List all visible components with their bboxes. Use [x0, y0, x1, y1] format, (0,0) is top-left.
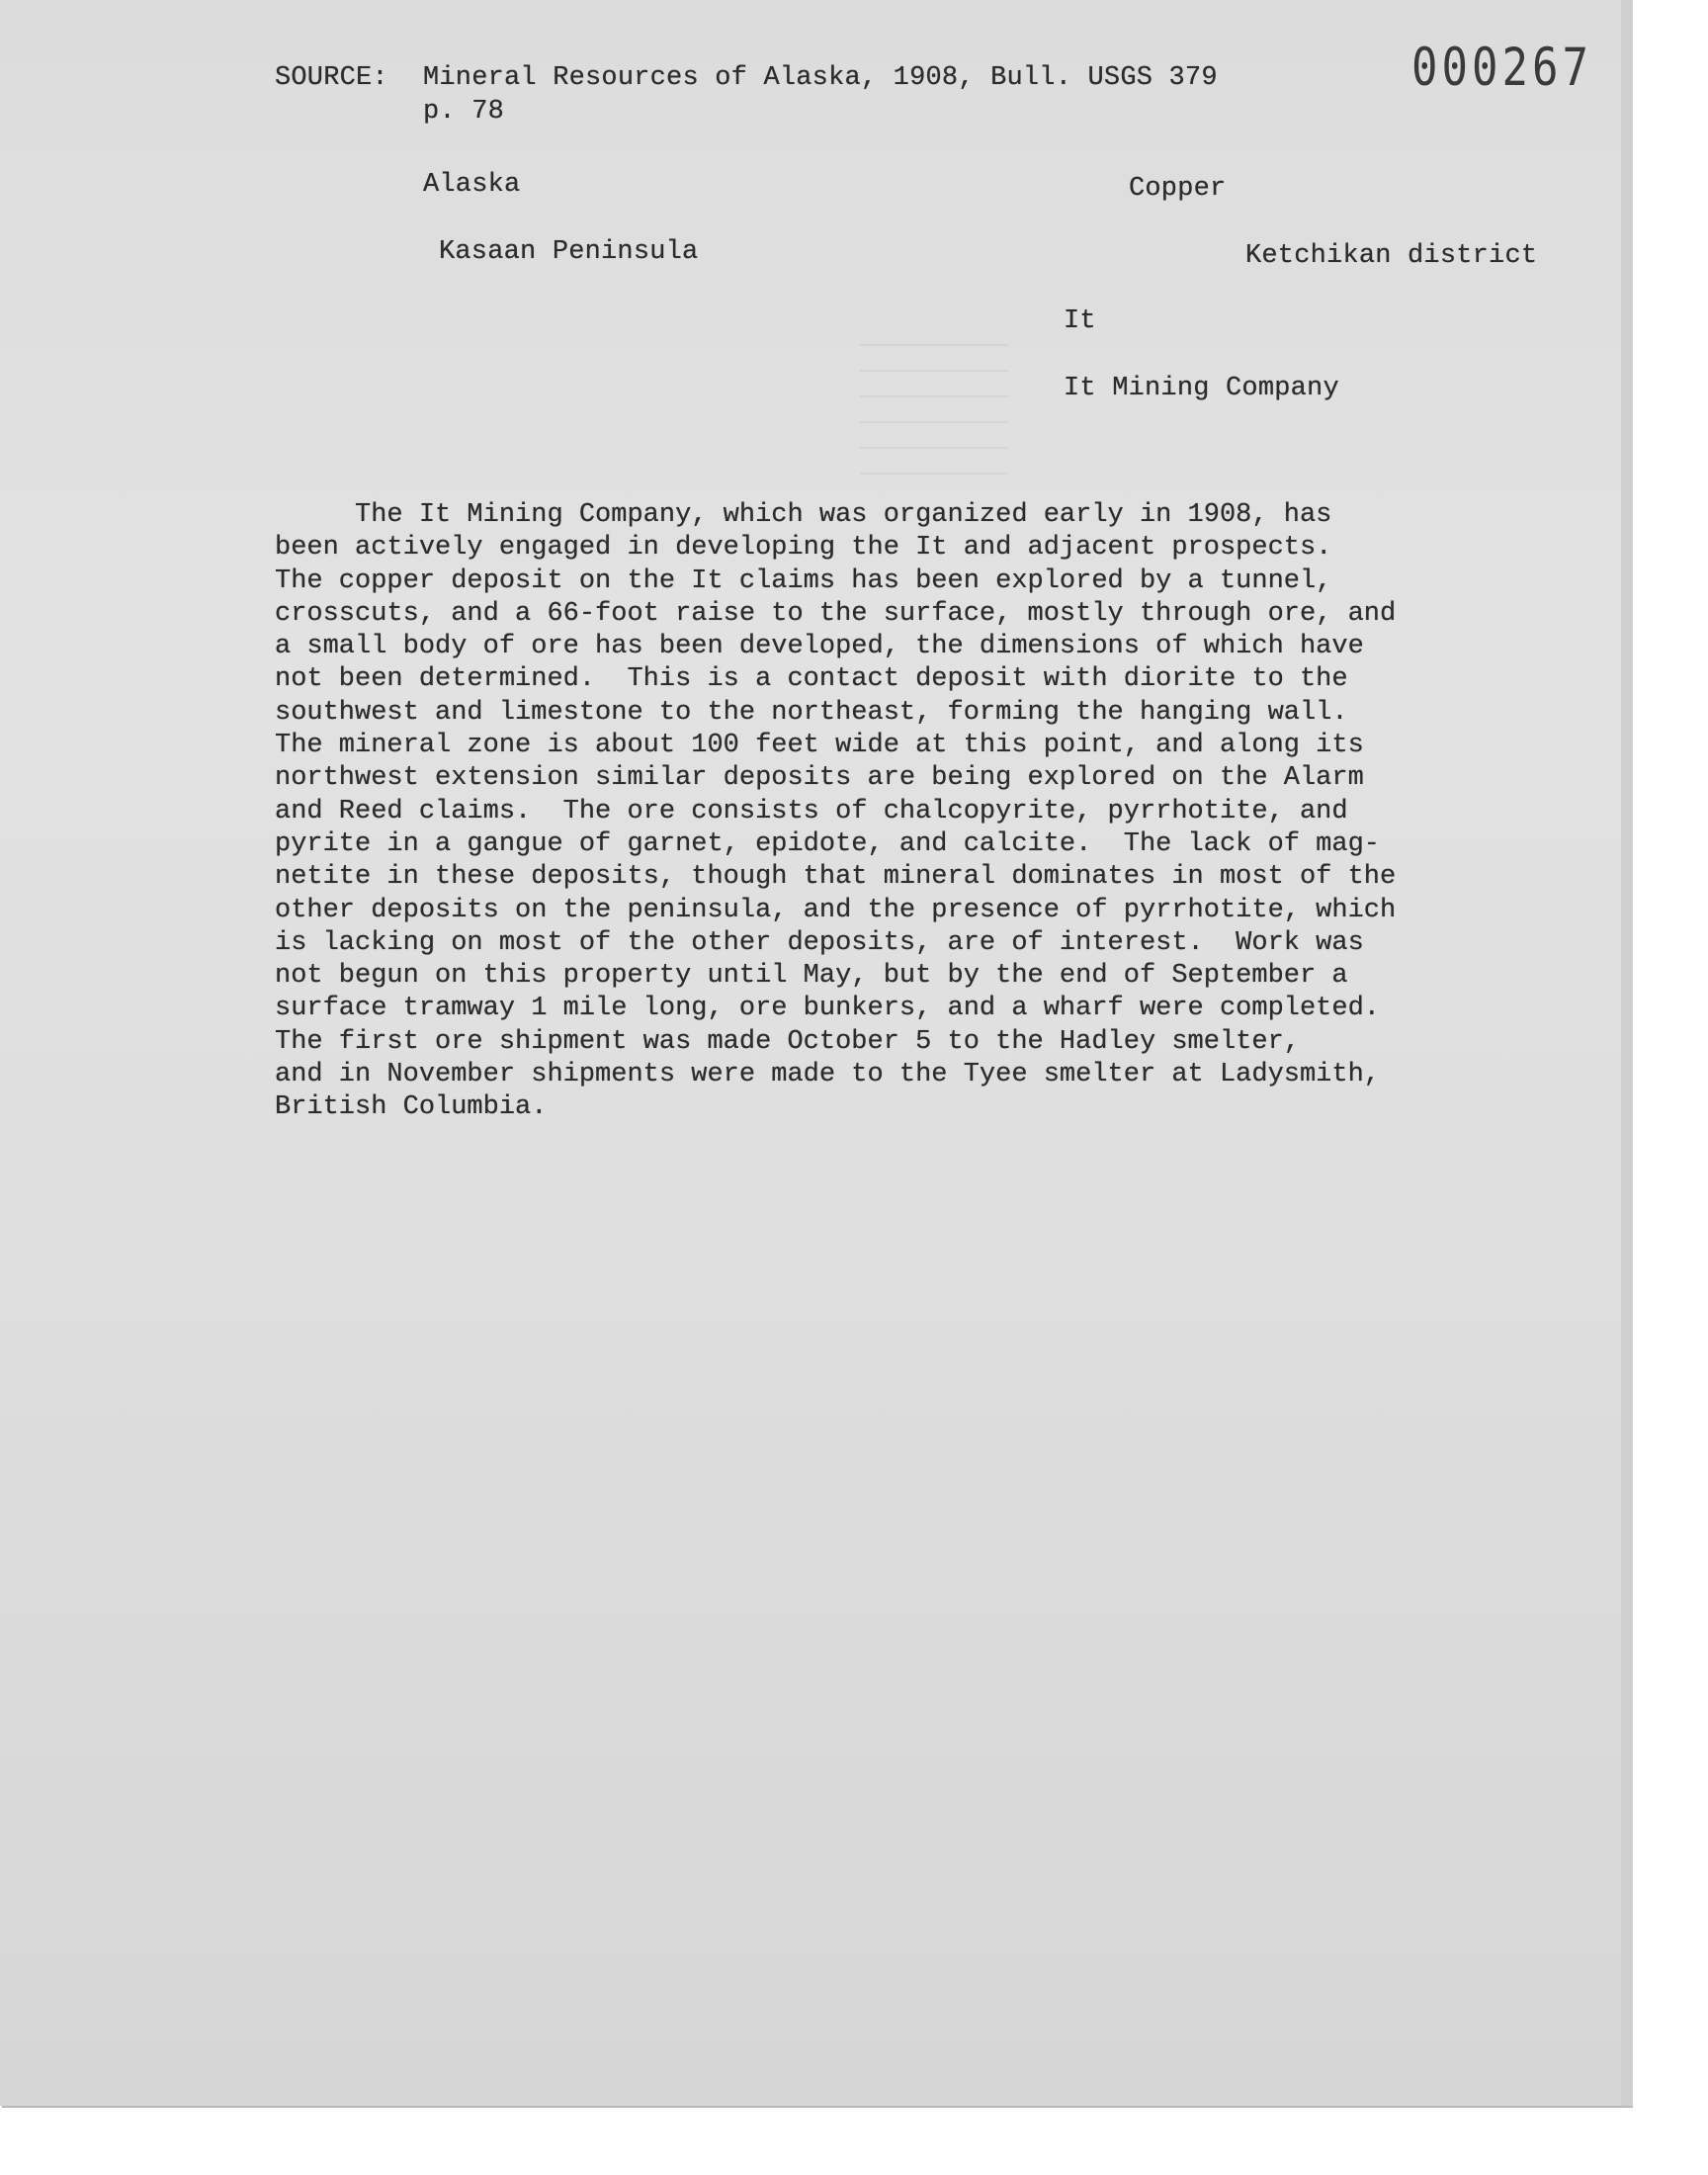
- body-line: The mineral zone is about 100 feet wide at this point, and along its: [275, 731, 1364, 761]
- body-line: pyrite in a gangue of garnet, epidote, and calcite. The lack of mag-: [275, 828, 1380, 859]
- body-line: not begun on this property until May, but by the end of September a: [275, 961, 1348, 992]
- property-name: It: [1064, 306, 1096, 336]
- state-heading: Alaska: [423, 170, 521, 200]
- body-line: been actively engaged in developing the It and adjacent prospects.: [275, 533, 1332, 564]
- body-line: and in November shipments were made to the Tyee smelter at Ladysmith,: [275, 1060, 1380, 1090]
- body-line: netite in these deposits, though that mineral dominates in most of the: [275, 862, 1397, 893]
- paper-edge: [1621, 0, 1633, 2106]
- body-line: a small body of ore has been developed, the dimensions of which have: [275, 632, 1364, 662]
- area-heading: Kasaan Peninsula: [439, 237, 699, 267]
- body-line: northwest extension similar deposits are being explored on the Alarm: [275, 763, 1364, 794]
- body-line: and Reed claims. The ore consists of chalcopyrite, pyrrhotite, and: [275, 796, 1348, 826]
- body-line: southwest and limestone to the northeast, forming the hanging wall.: [275, 697, 1348, 728]
- body-line: The It Mining Company, which was organized early in 1908, has: [275, 500, 1332, 530]
- source-page: p. 78: [423, 97, 505, 127]
- commodity-heading: Copper: [1129, 174, 1227, 204]
- body-line: British Columbia.: [275, 1092, 548, 1123]
- document-number-stamp: 000267: [1411, 38, 1592, 99]
- source-label: SOURCE:: [275, 63, 388, 93]
- body-line: not been determined. This is a contact deposit with diorite to the: [275, 664, 1348, 695]
- body-line: other deposits on the peninsula, and the presence of pyrrhotite, which: [275, 895, 1397, 925]
- body-line: The copper deposit on the It claims has been explored by a tunnel,: [275, 566, 1332, 596]
- body-paragraph: [275, 499, 1441, 1125]
- district-heading: Ketchikan district: [1245, 241, 1538, 271]
- source-citation: Mineral Resources of Alaska, 1908, Bull. USGS 379: [423, 63, 1218, 93]
- body-line: is lacking on most of the other deposits, are of interest. Work was: [275, 927, 1364, 958]
- body-line: surface tramway 1 mile long, ore bunkers, and a wharf were completed.: [275, 994, 1380, 1024]
- bleed-through-marks: [860, 326, 1008, 475]
- body-line: crosscuts, and a 66-foot raise to the surface, mostly through ore, and: [275, 598, 1397, 629]
- company-name: It Mining Company: [1064, 374, 1339, 403]
- body-line: The first ore shipment was made October 5 to the Hadley smelter,: [275, 1026, 1300, 1057]
